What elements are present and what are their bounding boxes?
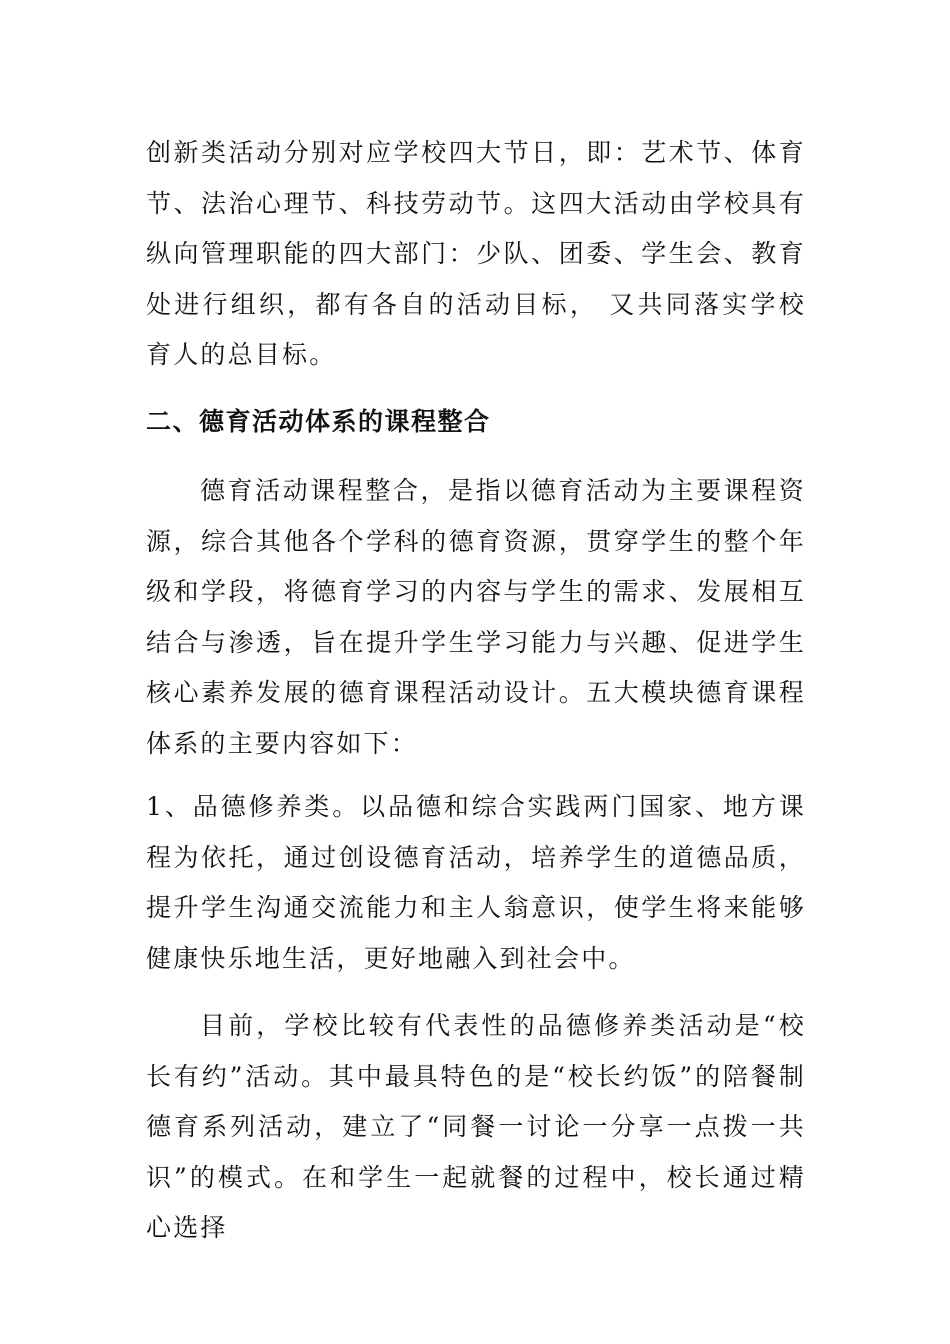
paragraph-festivals: 创新类活动分别对应学校四大节日，即：艺术节、体育节、法治心理节、科技劳动节。这四大活动由学校具有纵向管理职能的四大部门：少队、团委、学生会、教育处进行组织，都有各自的活动目标， 又共同落实学校育人的总目标。 bbox=[146, 138, 806, 369]
paragraph-principal-meal: 目前，学校比较有代表性的品德修养类活动是“校长有约”活动。其中最具特色的是“校长约饭”的陪餐制德育系列活动，建立了“同餐一讨论一分享一点拨一共识”的模式。在和学生一起就餐的过程中，校长通过精心选择 bbox=[146, 1011, 806, 1242]
paragraph-course-integration: 德育活动课程整合，是指以德育活动为主要课程资源，综合其他各个学科的德育资源，贯穿学生的整个年级和学段，将德育学习的内容与学生的需求、发展相互结合与渗透，旨在提升学生学习能力与兴趣、促进学生核心素养发展的德育课程活动设计。五大模块德育课程体系的主要内容如下： bbox=[146, 476, 806, 758]
section-heading: 二、德育活动体系的课程整合 bbox=[146, 407, 491, 436]
paragraph-moral-cultivation: 1、品德修养类。以品德和综合实践两门国家、地方课程为依托，通过创设德育活动，培养学生的道德品质，提升学生沟通交流能力和主人翁意识，使学生将来能够健康快乐地生活，更好地融入到社会中。 bbox=[146, 792, 806, 973]
